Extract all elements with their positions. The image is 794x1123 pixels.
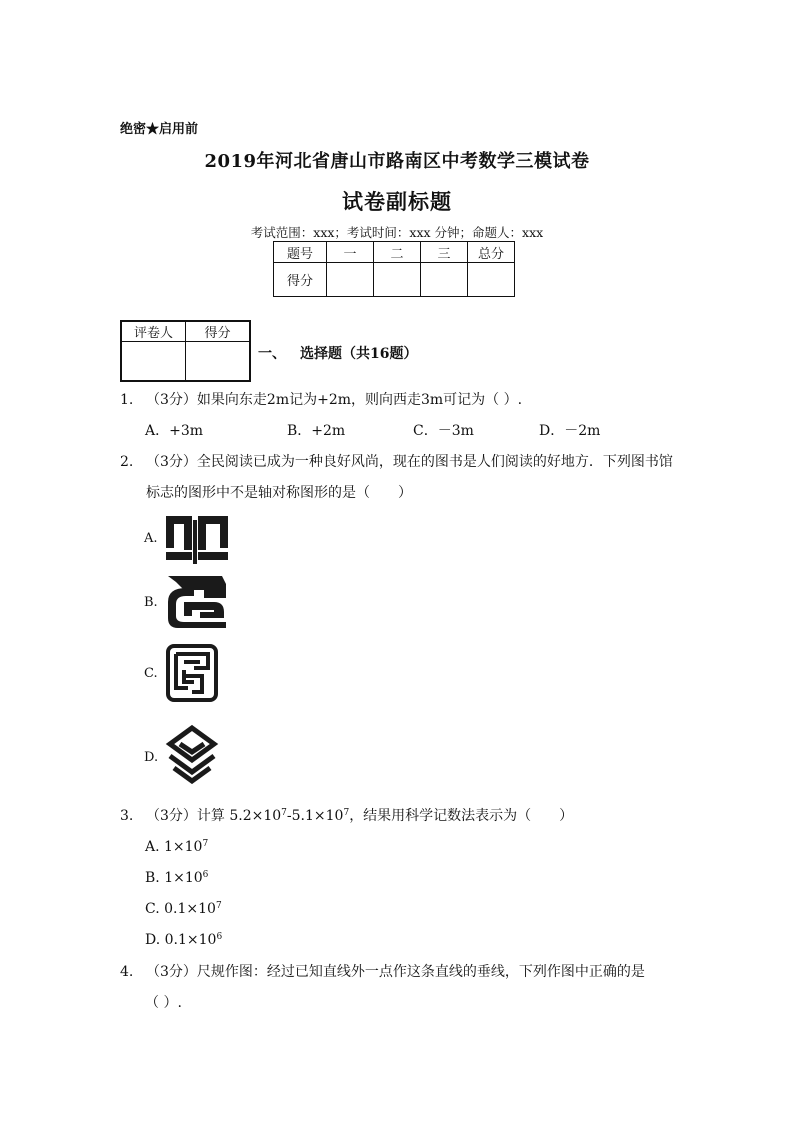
exponent: 7	[281, 808, 287, 818]
option-c	[145, 902, 222, 916]
option-d	[145, 933, 222, 947]
score-cell	[327, 263, 374, 297]
score-header-cell: 三	[421, 242, 468, 263]
option-c-label: C.	[144, 666, 158, 681]
exam-subtitle: 试卷副标题	[342, 189, 452, 214]
option-b-label: B.	[144, 595, 158, 610]
open-book-logo-icon	[164, 512, 230, 566]
option-c: C．－3m	[413, 423, 474, 439]
section-number: 一、	[258, 346, 286, 362]
score-cell	[421, 263, 468, 297]
option-a	[145, 840, 208, 854]
option-d-label: D.	[144, 750, 159, 765]
grader-table-blank-row	[121, 342, 250, 382]
score-header-cell: 二	[374, 242, 421, 263]
exam-info: 考试范围：xxx；考试时间：xxx 分钟；命题人：xxx	[250, 225, 544, 240]
question-number: 1.	[120, 392, 134, 408]
question-number: 4.	[120, 964, 134, 980]
section-title: 选择题（共16题）	[300, 346, 418, 362]
question-text-part: ，结果用科学记数法表示为（ ）	[349, 808, 574, 824]
question-text: （3分）如果向东走2m记为+2m，则向西走3m可记为（ ）.	[146, 392, 523, 408]
option-d-text: D. 0.1×10	[145, 932, 217, 948]
option-c-text: C. 0.1×10	[145, 901, 216, 917]
confidential-label: 绝密★启用前	[120, 122, 199, 137]
exponent: 7	[343, 808, 350, 818]
question-text-line-2: （ ）.	[145, 995, 182, 1011]
score-table	[273, 241, 515, 297]
option-b-text: B. 1×10	[145, 870, 203, 886]
question-text-part: （3分）计算 5.2×10	[146, 808, 282, 824]
question-number: 2.	[120, 454, 134, 470]
option-a-text: A. 1×10	[145, 839, 203, 855]
exponent: 7	[202, 839, 209, 849]
grader-table-header-row	[121, 321, 250, 342]
score-table-score-row	[274, 263, 515, 297]
question-text-part: -5.1×10	[286, 808, 344, 824]
question-text	[146, 809, 573, 823]
diamond-logo-icon	[164, 724, 220, 784]
exponent: 7	[215, 901, 222, 911]
section-heading	[258, 343, 417, 363]
grader-cell	[121, 342, 186, 382]
question-text-line-2: 标志的图形中不是轴对称图形的是（ ）	[146, 485, 412, 501]
score-row-label: 得分	[274, 263, 327, 297]
maze-seal-logo-icon	[164, 642, 220, 704]
grader-cell	[186, 342, 251, 382]
exponent: 6	[216, 932, 223, 942]
option-d: D．－2m	[539, 423, 601, 439]
score-cell	[468, 263, 515, 297]
score-cell	[374, 263, 421, 297]
exam-title: 2019年河北省唐山市路南区中考数学三模试卷	[204, 151, 590, 172]
swirl-logo-icon	[164, 574, 230, 630]
score-header-cell: 题号	[274, 242, 327, 263]
option-a-label: A.	[144, 531, 158, 546]
score-header-cell: 总分	[468, 242, 515, 263]
score-table-header-row	[274, 242, 515, 263]
score-header-cell: 一	[327, 242, 374, 263]
option-b: B．+2m	[287, 423, 346, 439]
question-number: 3.	[120, 808, 134, 824]
exponent: 6	[202, 870, 209, 880]
grader-header-cell: 评卷人	[121, 321, 186, 342]
grader-header-cell: 得分	[186, 321, 251, 342]
option-b	[145, 871, 208, 885]
option-a: A．+3m	[145, 423, 204, 439]
question-text-line-1: （3分）全民阅读已成为一种良好风尚，现在的图书是人们阅读的好地方．下列图书馆	[146, 454, 673, 470]
grader-table	[120, 320, 251, 382]
question-text-line-1: （3分）尺规作图：经过已知直线外一点作这条直线的垂线，下列作图中正确的是	[146, 964, 645, 980]
